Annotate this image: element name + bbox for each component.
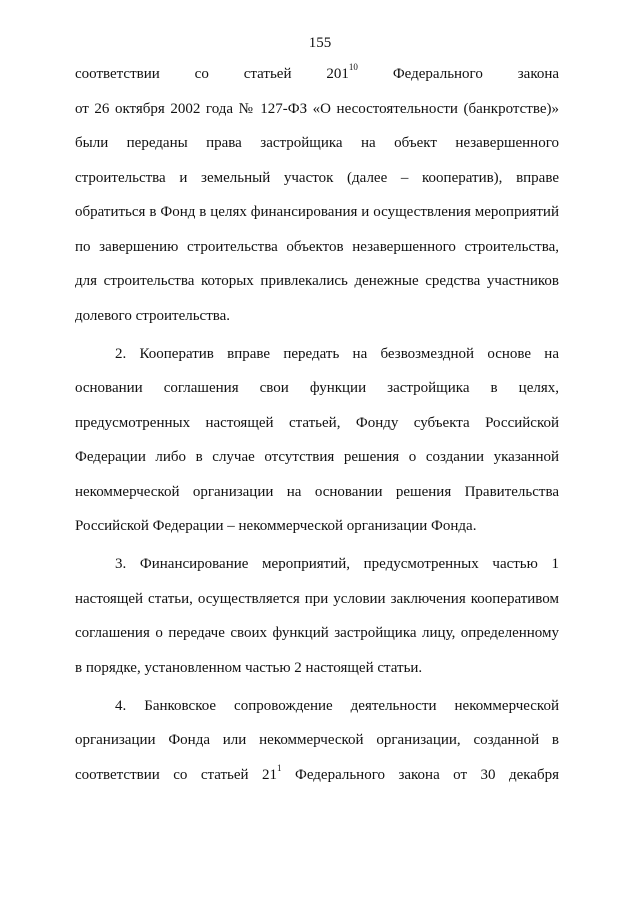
paragraph-4 bbox=[75, 694, 559, 798]
text-line: строительства и земельный участок (далее – кооператив), вправе bbox=[75, 169, 559, 186]
text-line: соответствии со статьей $201^{10}$ Федерального закона bbox=[75, 62, 560, 82]
text-line: организации Фонда или некоммерческой организации, созданной в bbox=[75, 732, 559, 748]
text-line: по завершению строительства объектов незавершенного строительства, bbox=[75, 238, 559, 255]
text-line: настоящей статьи, осуществляется при условии заключения кооперативом bbox=[75, 590, 559, 607]
page-number: 155 bbox=[308, 35, 332, 51]
text-line: предусмотренных настоящей статьей, Фонду субъекта Российской bbox=[75, 414, 559, 431]
text-line: основании соглашения свои функции застройщика в целях, bbox=[75, 380, 559, 396]
text-line: 4. Банковское сопровождение деятельности некоммерческой bbox=[115, 697, 559, 714]
superscript: 1 bbox=[277, 762, 282, 773]
document-body bbox=[75, 62, 559, 797]
paragraph-2 bbox=[75, 342, 559, 549]
paragraph-1 bbox=[75, 62, 559, 338]
text-line: соглашения о передаче своих функций застройщика лицу, определенному bbox=[75, 625, 559, 641]
text-line: долевого строительства. bbox=[75, 307, 231, 324]
text-line: обратиться в Фонд в целях финансирования и осуществления мероприятий bbox=[75, 204, 559, 220]
text-line: для строительства которых привлекались денежные средства участников bbox=[75, 273, 559, 289]
text-line: в порядке, установленном частью 2 настоящей статьи. bbox=[75, 659, 423, 676]
text-line: 2. Кооператив вправе передать на безвозмездной основе на bbox=[115, 345, 559, 362]
superscript: 10 bbox=[348, 62, 358, 72]
text-line: 3. Финансирование мероприятий, предусмотренных частью 1 bbox=[115, 556, 559, 572]
text-line: Федерации либо в случае отсутствия решения о создании указанной bbox=[75, 449, 559, 465]
text-line: Российской Федерации – некоммерческой организации Фонда. bbox=[75, 518, 477, 534]
text-line: некоммерческой организации на основании решения Правительства bbox=[75, 483, 559, 500]
paragraph-3 bbox=[75, 552, 559, 690]
text-line: соответствии со статьей $21^1$ Федерального закона от 30 декабря bbox=[75, 762, 559, 783]
text-line: от 26 октября 2002 года № 127-ФЗ «О несостоятельности (банкротстве)» bbox=[75, 100, 559, 117]
text-line: были переданы права застройщика на объект незавершенного bbox=[75, 135, 559, 151]
